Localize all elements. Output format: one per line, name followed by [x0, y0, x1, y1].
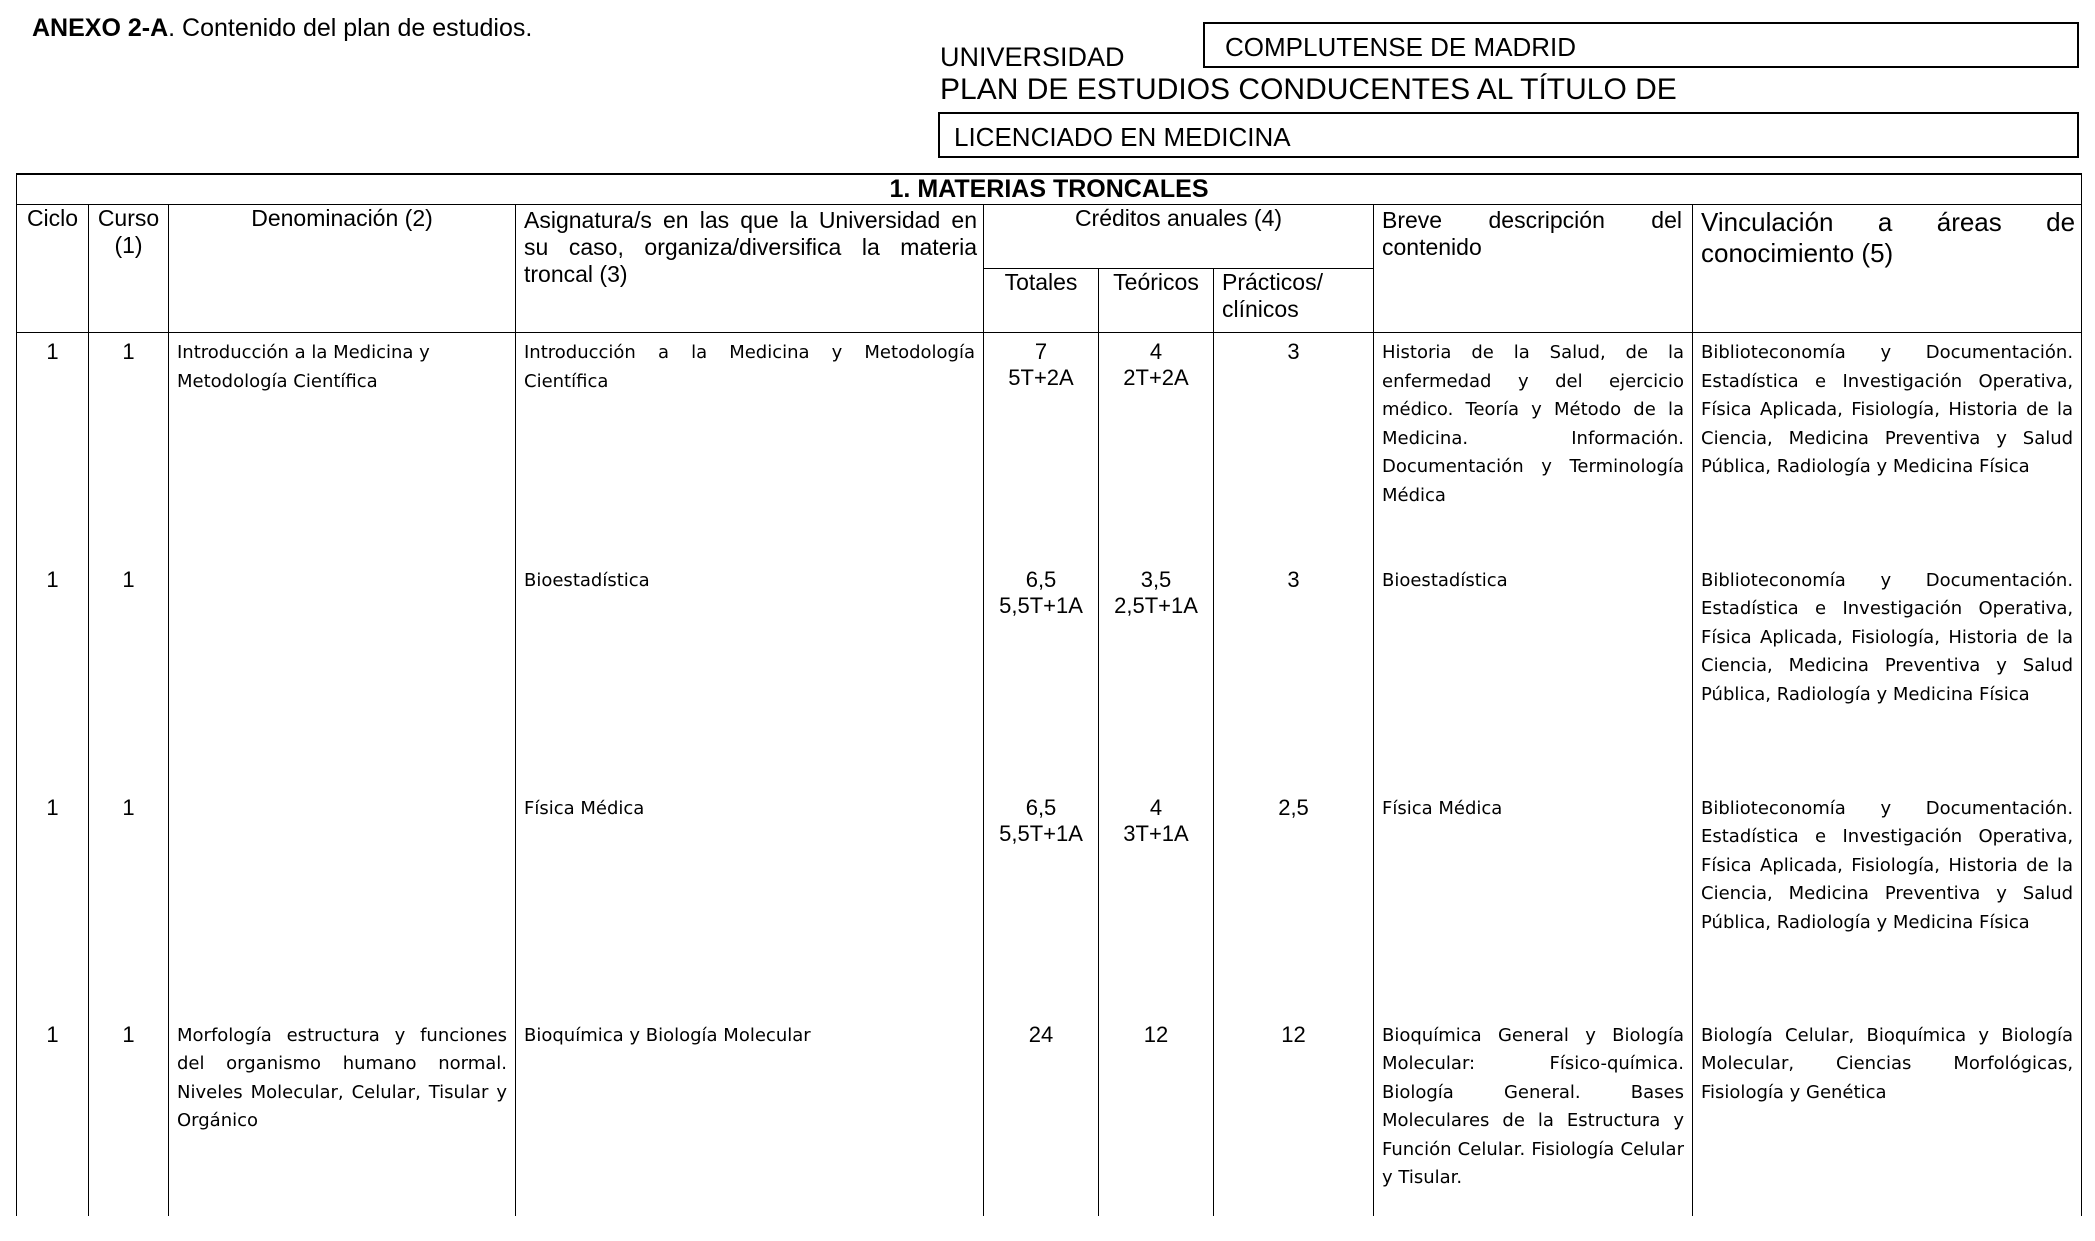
teoricos-detail: 2T+2A	[1123, 365, 1189, 390]
cell-ciclo: 1	[17, 333, 89, 561]
cell-asignatura: Bioestadística	[516, 561, 984, 789]
cell-totales	[984, 561, 1099, 789]
teoricos-value: 3,5	[1140, 566, 1172, 592]
header-vinculacion: Vinculación a áreas de conocimiento (5)	[1693, 205, 2082, 333]
cell-practicos: 12	[1214, 1016, 1374, 1216]
table-row	[17, 789, 2082, 1016]
totales-detail: 5T+2A	[1008, 365, 1074, 390]
cell-breve: Física Médica	[1374, 789, 1693, 1016]
totales-value: 7	[1034, 339, 1048, 364]
cell-denominacion: Introducción a la Medicina y Metodología Científica	[169, 333, 516, 561]
totales-detail: 5,5T+1A	[999, 592, 1083, 618]
cell-asignatura: Física Médica	[516, 789, 984, 1016]
totales-value: 6,5	[1025, 794, 1057, 820]
university-field	[1203, 22, 2079, 68]
cell-vinculacion: Biblioteconomía y Documentación. Estadística e Investigación Operativa, Física Aplicada, Fisiología, Historia de la Ciencia, Medicina Preventiva y Salud Pública, Radiología y Medicina Física	[1693, 789, 2082, 1016]
header-asignatura: Asignatura/s en las que la Universidad en su caso, organiza/diversifica la materia troncal (3)	[516, 205, 984, 333]
annex-label: ANEXO 2-A	[32, 14, 169, 42]
header-creditos: Créditos anuales (4)	[984, 205, 1374, 269]
cell-vinculacion: Biología Celular, Bioquímica y Biología Molecular, Ciencias Morfológicas, Fisiología y Genética	[1693, 1016, 2082, 1216]
cell-teoricos	[1099, 561, 1214, 789]
cell-curso: 1	[89, 333, 169, 561]
cell-denominacion	[169, 789, 516, 1016]
section-title: 1. MATERIAS TRONCALES	[17, 174, 2082, 205]
cell-curso: 1	[89, 561, 169, 789]
cell-vinculacion: Biblioteconomía y Documentación. Estadística e Investigación Operativa, Física Aplicada, Fisiología, Historia de la Ciencia, Medicina Preventiva y Salud Pública, Radiología y Medicina Física	[1693, 333, 2082, 561]
table-row	[17, 561, 2082, 789]
cell-teoricos	[1099, 333, 1214, 561]
header-breve: Breve descripción del contenido	[1374, 205, 1693, 333]
cell-curso: 1	[89, 789, 169, 1016]
subjects-table	[16, 173, 2081, 1216]
teoricos-detail: 2,5T+1A	[1114, 592, 1198, 618]
cell-ciclo: 1	[17, 561, 89, 789]
cell-practicos: 3	[1214, 561, 1374, 789]
header-teoricos: Teóricos	[1099, 269, 1214, 333]
cell-ciclo: 1	[17, 789, 89, 1016]
plan-title: PLAN DE ESTUDIOS CONDUCENTES AL TÍTULO DE	[940, 73, 1677, 106]
teoricos-value: 4	[1149, 339, 1163, 364]
totales-value: 24	[1028, 1021, 1054, 1047]
cell-breve: Bioquímica General y Biología Molecular: Físico-química. Biología General. Bases Moleculares de la Estructura y Función Celular. Fisiología Celular y Tisular.	[1374, 1016, 1693, 1216]
header-practicos: Prácticos/ clínicos	[1214, 269, 1374, 333]
degree-field	[938, 112, 2079, 158]
cell-teoricos	[1099, 1016, 1214, 1216]
teoricos-value: 4	[1149, 794, 1163, 820]
table-row	[17, 1016, 2082, 1216]
cell-breve: Bioestadística	[1374, 561, 1693, 789]
totales-value: 6,5	[1025, 566, 1057, 592]
cell-vinculacion: Biblioteconomía y Documentación. Estadística e Investigación Operativa, Física Aplicada, Fisiología, Historia de la Ciencia, Medicina Preventiva y Salud Pública, Radiología y Medicina Física	[1693, 561, 2082, 789]
header-curso: Curso (1)	[89, 205, 169, 333]
table-row	[17, 333, 2082, 561]
cell-breve: Historia de la Salud, de la enfermedad y del ejercicio médico. Teoría y Método de la Medicina. Información. Documentación y Terminología Médica	[1374, 333, 1693, 561]
university-value: COMPLUTENSE DE MADRID	[1225, 32, 1577, 62]
cell-totales	[984, 1016, 1099, 1216]
cell-ciclo: 1	[17, 1016, 89, 1216]
cell-teoricos	[1099, 789, 1214, 1016]
cell-curso: 1	[89, 1016, 169, 1216]
cell-denominacion: Morfología estructura y funciones del organismo humano normal. Niveles Molecular, Celular, Tisular y Orgánico	[169, 1016, 516, 1216]
header-totales: Totales	[984, 269, 1099, 333]
header-denominacion: Denominación (2)	[169, 205, 516, 333]
cell-totales	[984, 333, 1099, 561]
header-ciclo: Ciclo	[17, 205, 89, 333]
cell-practicos: 3	[1214, 333, 1374, 561]
annex-text: . Contenido del plan de estudios.	[168, 14, 533, 42]
cell-practicos: 2,5	[1214, 789, 1374, 1016]
cell-totales	[984, 789, 1099, 1016]
cell-asignatura: Introducción a la Medicina y Metodología Científica	[516, 333, 984, 561]
totales-detail: 5,5T+1A	[999, 820, 1083, 846]
teoricos-detail: 3T+1A	[1123, 820, 1189, 846]
university-label: UNIVERSIDAD	[940, 42, 1125, 72]
cell-denominacion	[169, 561, 516, 789]
cell-asignatura: Bioquímica y Biología Molecular	[516, 1016, 984, 1216]
teoricos-value: 12	[1143, 1021, 1169, 1047]
degree-value: LICENCIADO EN MEDICINA	[954, 122, 1291, 152]
annex-heading	[32, 14, 532, 43]
